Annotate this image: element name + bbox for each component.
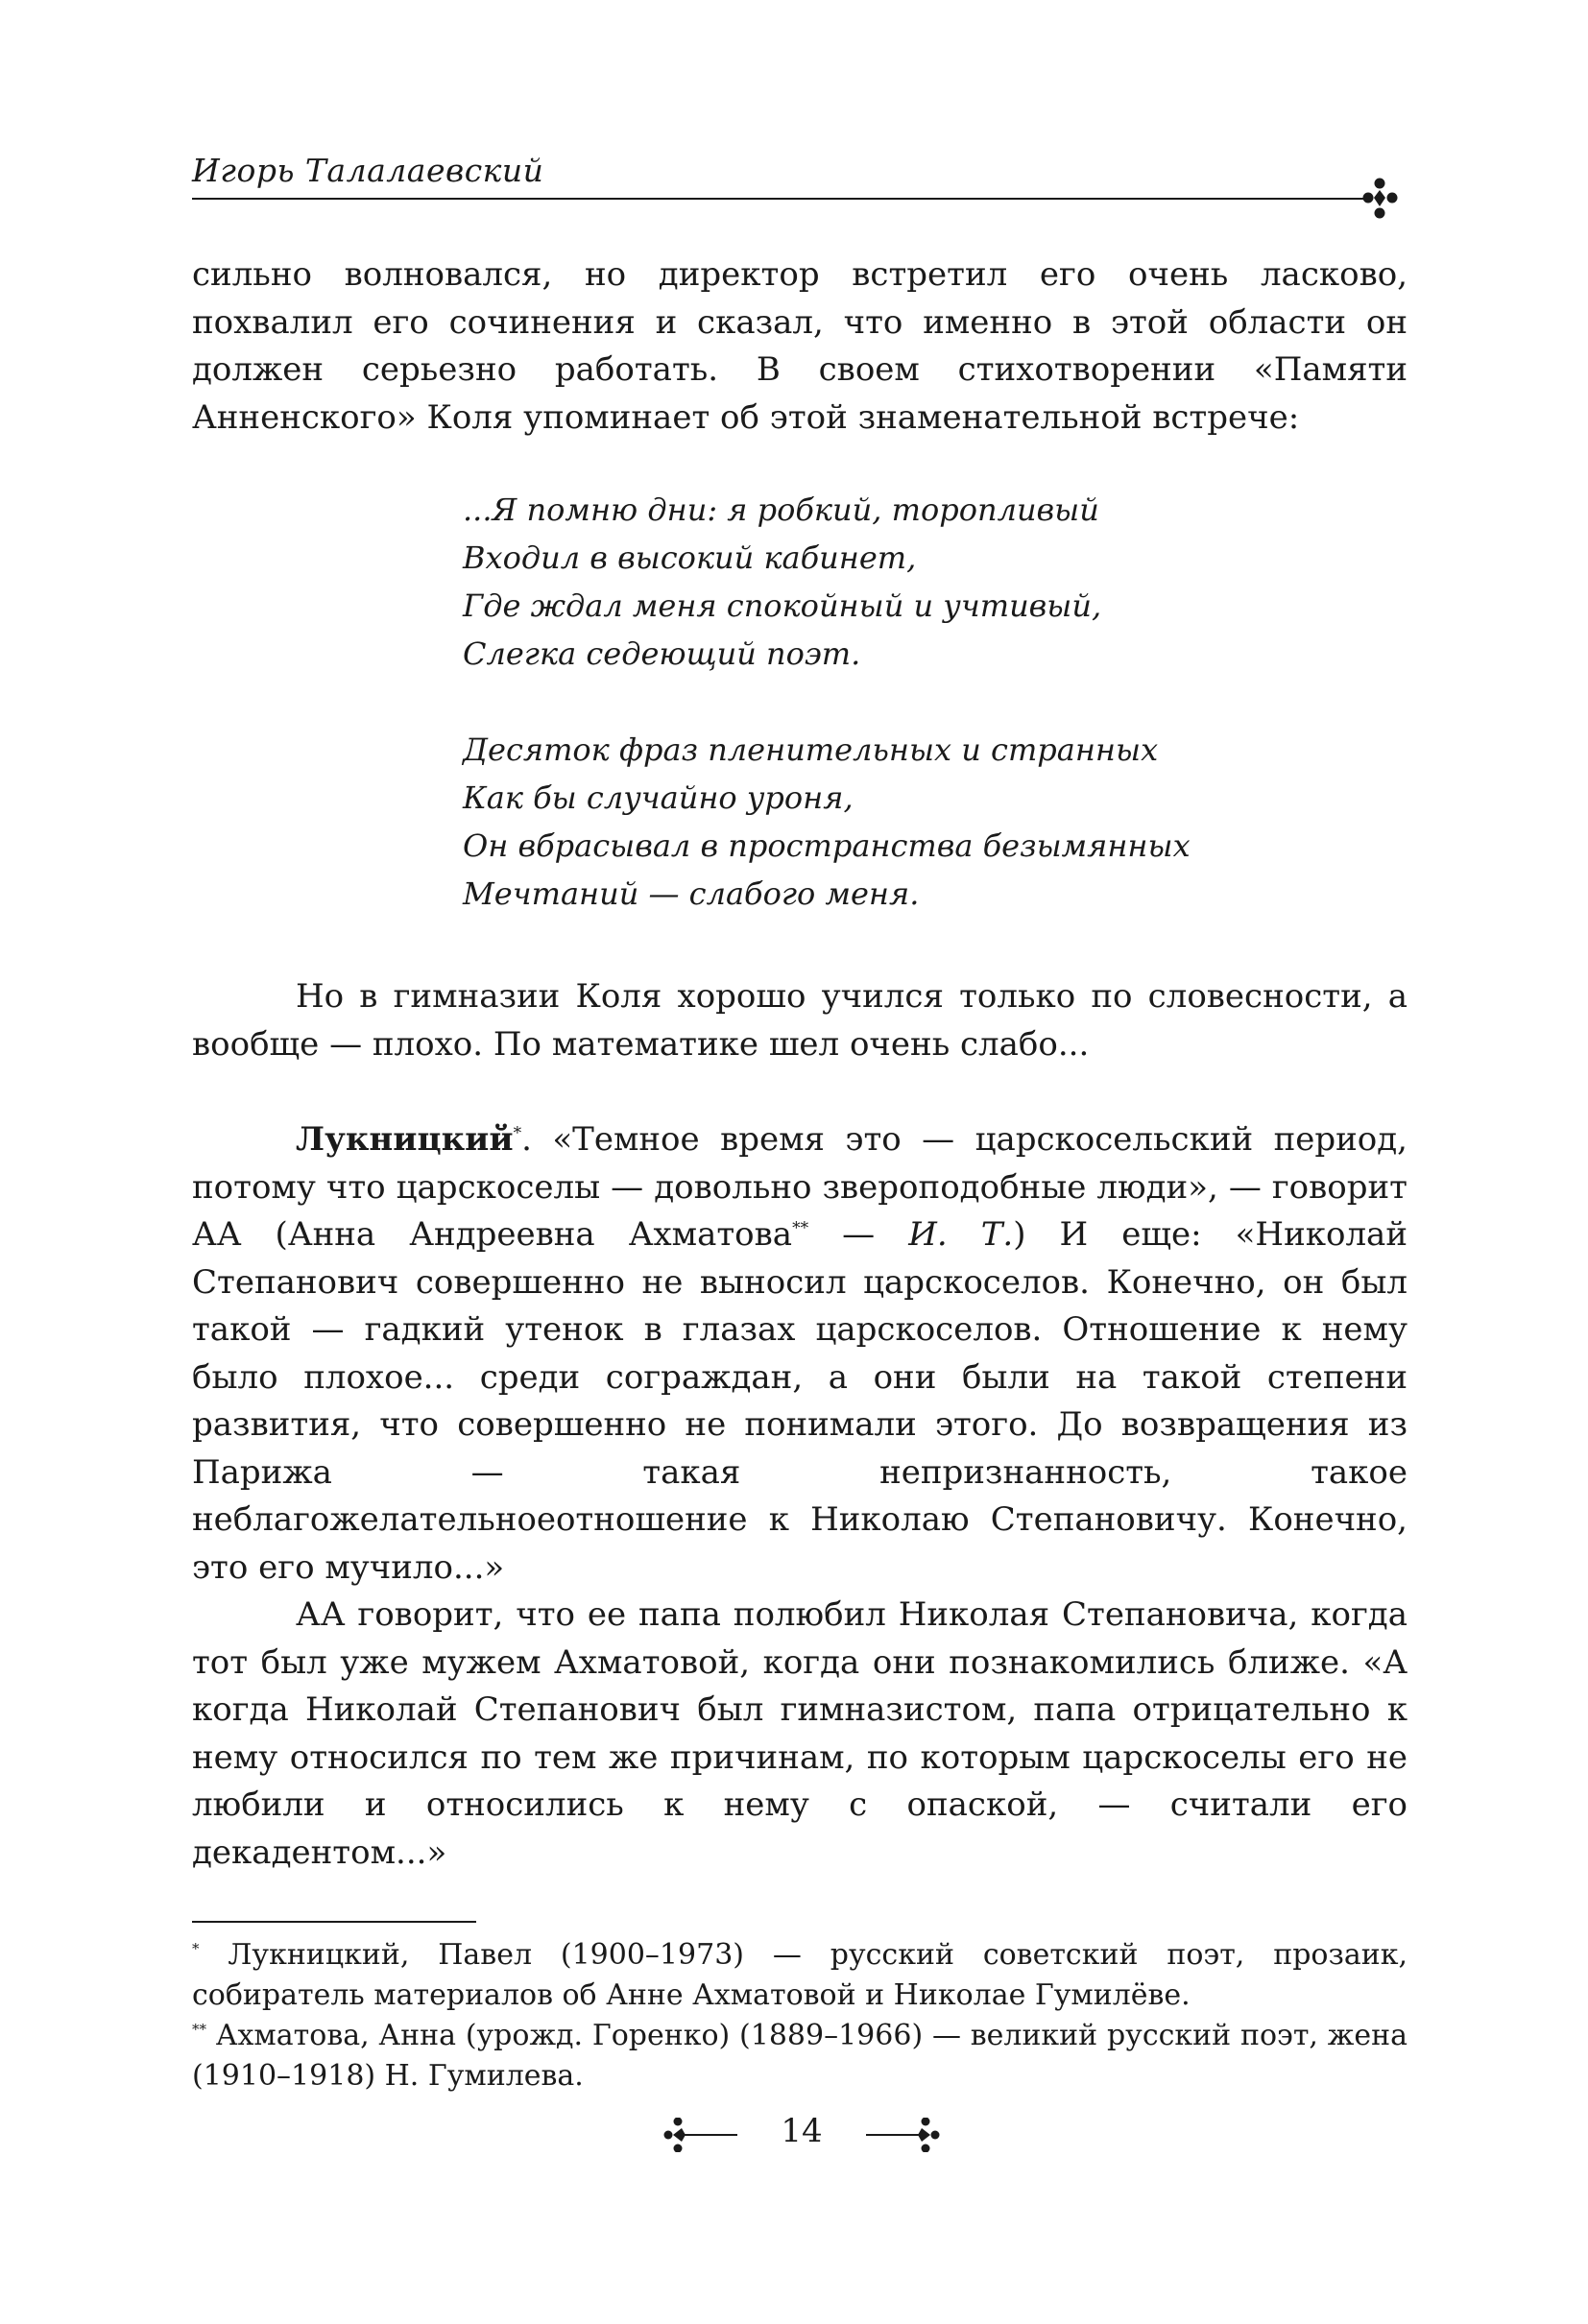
poem-line: Он вбрасывал в пространства безымянных (463, 827, 1191, 864)
footnote-mark: ** (792, 1218, 809, 1238)
page-folio (662, 2104, 941, 2162)
poem-line: Как бы случайно уроня, (463, 779, 854, 816)
dash: — (808, 1215, 909, 1254)
poem-line: ...Я помню дни: я робкий, торопливый (463, 491, 1099, 528)
footnote-text: Ахматова, Анна (урожд. Горенко) (1889–1966) — великий русский поэт, жена (1910–1918) Н. Гумилева. (192, 2019, 1408, 2093)
footnote-mark: ** (192, 2021, 206, 2038)
footnote-mark: * (192, 1940, 200, 1957)
paragraph: Но в гимназии Коля хорошо учился только по словесности, а вообще — плохо. По математике шел очень слабо... (192, 977, 1408, 1064)
paragraph-text: . «Темное время это — царскосельский период, потому что царскоселы — довольно звероподобные люди», — говорит АА (Анна Андреевна Ахматова (192, 1120, 1408, 1254)
poem-line: Мечтаний — слабого меня. (463, 875, 920, 912)
fleuron-ornament-icon (1356, 177, 1404, 225)
poem-line: Десяток фраз пленительных и странных (463, 731, 1159, 768)
cited-author-name: Лукницкий (296, 1120, 514, 1159)
running-header (192, 144, 1411, 211)
paragraph: АА говорит, что ее папа полюбил Николая Степановича, когда тот был уже мужем Ахматовой, когда они познакомились ближе. «А когда Николай Степанович был гимназистом, папа отрицательно к нему относился по тем же причинам, по которым царскоселы его не любили и относились к нему с опаской, — считали его декадентом...» (192, 1595, 1408, 1872)
poem-stanza (463, 726, 1408, 918)
fleuron-right-icon (864, 2118, 941, 2152)
paragraph-continued: сильно волновался, но директор встретил его очень ласково, похвалил его сочинения и сказал, что именно в этой области он должен серьезно работать. В своем стихотворении «Памяти Анненского» Коля упоминает об этой знаменательной встрече: (192, 255, 1408, 437)
main-text (192, 252, 1408, 1877)
footnote-rule (192, 1921, 476, 1923)
editor-initials: И. Т. (908, 1215, 1014, 1254)
paragraph-text: ) И еще: «Николай Степанович совершенно не выносил царскоселов. Конечно, он был такой — гадкий утенок в глазах царскоселов. Отношение к нему было плохое... среди сограждан, а они были на такой степени развития, что совершенно не понимали этого. До возвращения из Парижа — такая непризнанность, такое неблагожелательноеотношение к Николаю Степановичу. Конечно, это его мучило...» (192, 1215, 1408, 1587)
footnote-text: Лукницкий, Павел (1900–1973) — русский советский поэт, прозаик, собиратель материалов об Анне Ахматовой и Николае Гумилёве. (192, 1938, 1408, 2012)
poem-quote (463, 486, 1408, 918)
poem-line: Слегка седеющий поэт. (463, 635, 861, 672)
page-number: 14 (781, 2112, 823, 2150)
header-rule (192, 198, 1365, 200)
poem-line: Где ждал меня спокойный и учтивый, (463, 587, 1102, 624)
poem-stanza (463, 486, 1408, 678)
footnote (192, 2016, 1408, 2096)
footnote-mark: * (513, 1123, 522, 1143)
poem-line: Входил в высокий кабинет, (463, 539, 917, 576)
paragraph-luknitsky (192, 1116, 1408, 1592)
footnotes (192, 1935, 1408, 2096)
footnote (192, 1935, 1408, 2016)
running-header-author: Игорь Талалаевский (192, 152, 544, 189)
